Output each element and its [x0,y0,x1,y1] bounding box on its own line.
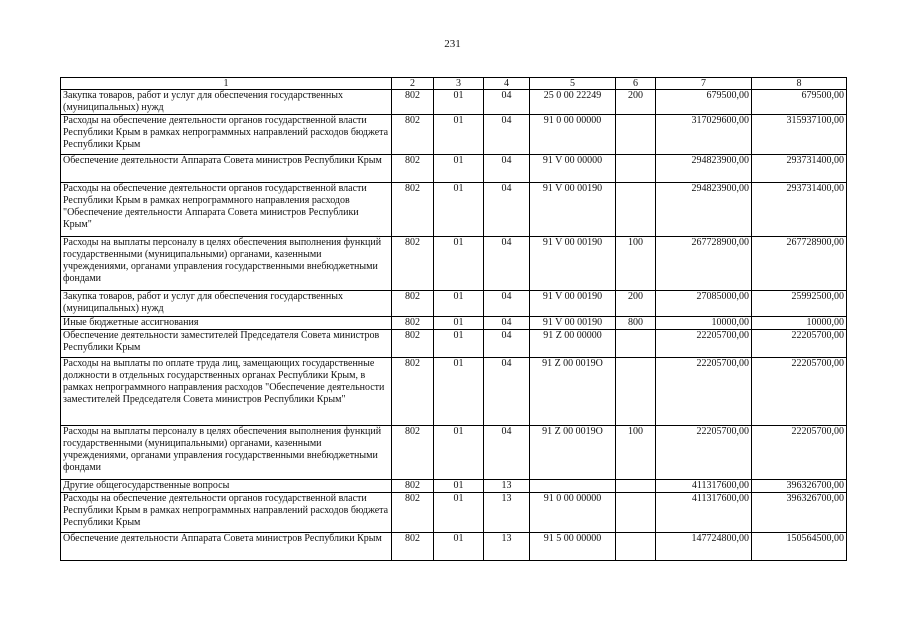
amount-year-2: 679500,00 [752,90,847,115]
section-code: 01 [434,90,484,115]
amount-year-1: 411317600,00 [656,493,752,533]
subsection-code: 04 [484,183,530,237]
section-code: 01 [434,115,484,155]
target-article-code: 91 5 00 00000 [530,533,616,561]
amount-year-2: 150564500,00 [752,533,847,561]
subsection-code: 04 [484,115,530,155]
ved-code: 802 [392,155,434,183]
row-name: Другие общегосударственные вопросы [61,480,392,493]
subsection-code: 04 [484,237,530,291]
target-article-code: 91 V 00 00190 [530,183,616,237]
ved-code: 802 [392,90,434,115]
row-name: Обеспечение деятельности Аппарата Совета министров Республики Крым [61,533,392,561]
amount-year-1: 22205700,00 [656,358,752,426]
table-row [61,237,847,291]
column-header: 3 [434,78,484,90]
section-code: 01 [434,330,484,358]
ved-code: 802 [392,493,434,533]
table-row [61,155,847,183]
amount-year-2: 396326700,00 [752,493,847,533]
expense-type-code [616,533,656,561]
section-code: 01 [434,358,484,426]
column-header: 2 [392,78,434,90]
ved-code: 802 [392,317,434,330]
row-name: Закупка товаров, работ и услуг для обеспечения государственных (муниципальных) нужд [61,291,392,317]
table-row [61,493,847,533]
target-article-code: 91 V 00 00000 [530,155,616,183]
target-article-code [530,480,616,493]
section-code: 01 [434,155,484,183]
subsection-code: 04 [484,426,530,480]
amount-year-2: 396326700,00 [752,480,847,493]
expense-type-code: 200 [616,90,656,115]
section-code: 01 [434,291,484,317]
expense-type-code: 100 [616,237,656,291]
ved-code: 802 [392,358,434,426]
page-number: 231 [444,38,461,50]
subsection-code: 13 [484,533,530,561]
amount-year-1: 22205700,00 [656,330,752,358]
target-article-code: 91 Z 00 0019О [530,358,616,426]
amount-year-1: 294823900,00 [656,183,752,237]
amount-year-2: 293731400,00 [752,183,847,237]
table-row [61,533,847,561]
column-header: 6 [616,78,656,90]
row-name: Расходы на обеспечение деятельности органов государственной власти Республики Крым в рамках непрограммного направления расходов "Обеспечение деятельности Аппарата Совета министров Республики Крым" [61,183,392,237]
amount-year-1: 411317600,00 [656,480,752,493]
section-code: 01 [434,493,484,533]
target-article-code: 91 V 00 00190 [530,291,616,317]
header-row [61,78,847,90]
column-header: 5 [530,78,616,90]
subsection-code: 04 [484,90,530,115]
amount-year-2: 25992500,00 [752,291,847,317]
target-article-code: 91 Z 00 0019О [530,426,616,480]
table-row [61,90,847,115]
expense-type-code [616,480,656,493]
section-code: 01 [434,426,484,480]
subsection-code: 04 [484,317,530,330]
target-article-code: 91 V 00 00190 [530,237,616,291]
table-row [61,358,847,426]
expense-type-code [616,115,656,155]
section-code: 01 [434,480,484,493]
column-header: 4 [484,78,530,90]
subsection-code: 04 [484,358,530,426]
target-article-code: 91 V 00 00190 [530,317,616,330]
target-article-code: 91 Z 00 00000 [530,330,616,358]
target-article-code: 91 0 00 00000 [530,493,616,533]
amount-year-1: 147724800,00 [656,533,752,561]
amount-year-1: 317029600,00 [656,115,752,155]
amount-year-2: 267728900,00 [752,237,847,291]
ved-code: 802 [392,115,434,155]
ved-code: 802 [392,330,434,358]
row-name: Расходы на выплаты персоналу в целях обеспечения выполнения функций государственными (муниципальными) органами, казенными учреждениями, органами управления государственными внебюджетными фондами [61,237,392,291]
column-header: 7 [656,78,752,90]
expense-type-code: 800 [616,317,656,330]
expense-type-code: 200 [616,291,656,317]
ved-code: 802 [392,237,434,291]
amount-year-1: 27085000,00 [656,291,752,317]
amount-year-1: 22205700,00 [656,426,752,480]
amount-year-2: 22205700,00 [752,330,847,358]
ved-code: 802 [392,183,434,237]
amount-year-1: 679500,00 [656,90,752,115]
table-row [61,183,847,237]
target-article-code: 91 0 00 00000 [530,115,616,155]
subsection-code: 04 [484,155,530,183]
table-row [61,317,847,330]
amount-year-2: 22205700,00 [752,426,847,480]
table-row [61,426,847,480]
subsection-code: 04 [484,291,530,317]
row-name: Обеспечение деятельности Аппарата Совета министров Республики Крым [61,155,392,183]
expense-type-code [616,358,656,426]
expense-type-code: 100 [616,426,656,480]
amount-year-1: 10000,00 [656,317,752,330]
row-name: Иные бюджетные ассигнования [61,317,392,330]
column-header: 1 [61,78,392,90]
amount-year-2: 10000,00 [752,317,847,330]
ved-code: 802 [392,426,434,480]
row-name: Расходы на обеспечение деятельности органов государственной власти Республики Крым в рамках непрограммных направлений расходов бюджета Республики Крым [61,493,392,533]
subsection-code: 04 [484,330,530,358]
subsection-code: 13 [484,480,530,493]
target-article-code: 25 0 00 22249 [530,90,616,115]
section-code: 01 [434,237,484,291]
expense-type-code [616,330,656,358]
ved-code: 802 [392,533,434,561]
ved-code: 802 [392,480,434,493]
row-name: Закупка товаров, работ и услуг для обеспечения государственных (муниципальных) нужд [61,90,392,115]
budget-table [60,77,847,561]
section-code: 01 [434,183,484,237]
table-row [61,480,847,493]
table-row [61,330,847,358]
row-name: Обеспечение деятельности заместителей Председателя Совета министров Республики Крым [61,330,392,358]
expense-type-code [616,183,656,237]
section-code: 01 [434,317,484,330]
table-row [61,291,847,317]
ved-code: 802 [392,291,434,317]
amount-year-2: 315937100,00 [752,115,847,155]
amount-year-1: 294823900,00 [656,155,752,183]
row-name: Расходы на обеспечение деятельности органов государственной власти Республики Крым в рамках непрограммных направлений расходов бюджета Республики Крым [61,115,392,155]
section-code: 01 [434,533,484,561]
expense-type-code [616,493,656,533]
amount-year-1: 267728900,00 [656,237,752,291]
amount-year-2: 293731400,00 [752,155,847,183]
subsection-code: 13 [484,493,530,533]
expense-type-code [616,155,656,183]
row-name: Расходы на выплаты по оплате труда лиц, замещающих государственные должности в отдельных государственных органах Республики Крым, в рамках непрограммного направления расходов "Обеспечение деятельности заместителей Председателя Совета министров Республики Крым" [61,358,392,426]
table-row [61,115,847,155]
amount-year-2: 22205700,00 [752,358,847,426]
row-name: Расходы на выплаты персоналу в целях обеспечения выполнения функций государственными (муниципальными) органами, казенными учреждениями, органами управления государственными внебюджетными фондами [61,426,392,480]
column-header: 8 [752,78,847,90]
